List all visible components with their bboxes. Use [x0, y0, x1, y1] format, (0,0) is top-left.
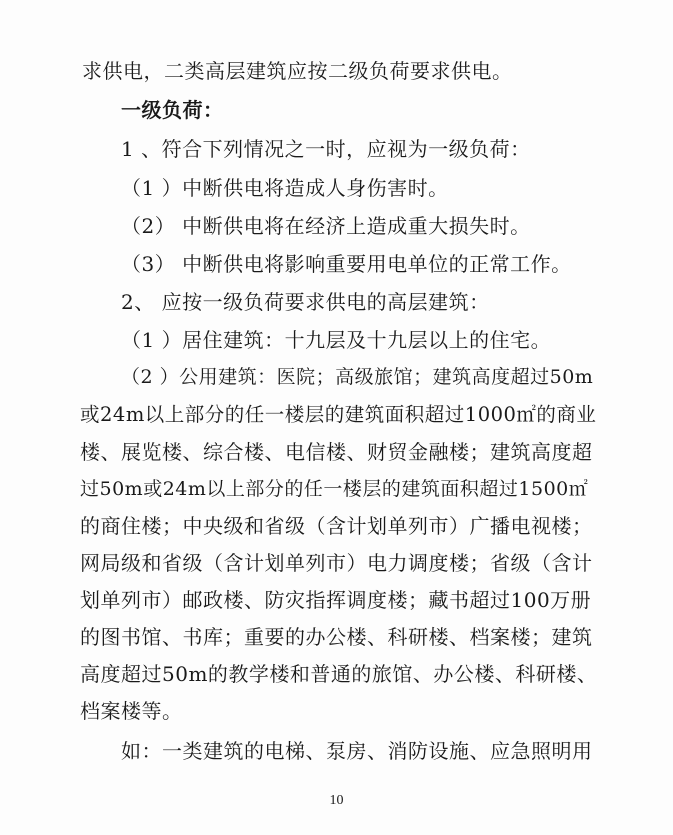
text-line-4: （1 ）中断供电将造成人身伤害时。: [121, 176, 449, 200]
text-line-5: （2） 中断供电将在经济上造成重大损失时。: [121, 214, 531, 238]
text-line-19: 如：一类建筑的电梯、泵房、消防设施、应急照明用: [121, 739, 593, 763]
text-line-9: （2 ）公用建筑：医院；高级旅馆；建筑高度超过50m: [121, 366, 594, 388]
text-line-11: 楼、展览楼、综合楼、电信楼、财贸金融楼；建筑高度超: [80, 440, 593, 464]
text-line-17: 高度超过50m的教学楼和普通的旅馆、办公楼、科研楼、: [80, 662, 598, 686]
text-line-14: 网局级和省级（含计划单列市）电力调度楼；省级（含计: [80, 551, 593, 575]
text-line-16: 的图书馆、书库；重要的办公楼、科研楼、档案楼；建筑: [80, 625, 593, 649]
text-line-8: （1 ）居住建筑：十九层及十九层以上的住宅。: [121, 328, 552, 352]
page-number: 10: [329, 793, 344, 808]
text-line-1: 求供电，二类高层建筑应按二级负荷要求供电。: [82, 59, 513, 83]
text-line-3: 1 、符合下列情况之一时，应视为一级负荷：: [121, 137, 531, 161]
text-line-15: 划单列市）邮政楼、防灾指挥调度楼；藏书超过100万册: [80, 588, 592, 612]
text-line-7: 2、 应按一级负荷要求供电的高层建筑：: [121, 290, 490, 314]
text-line-10: 或24m以上部分的任一楼层的建筑面积超过1000㎡的商业: [80, 403, 597, 426]
text-line-18: 档案楼等。: [80, 699, 183, 723]
text-line-12: 过50m或24m以上部分的任一楼层的建筑面积超过1500㎡: [80, 478, 589, 500]
text-line-13: 的商住楼；中央级和省级（含计划单列市）广播电视楼；: [80, 514, 593, 538]
text-line-6: （3） 中断供电将影响重要用电单位的正常工作。: [121, 252, 572, 276]
section-heading-level-1-load: 一级负荷：: [121, 98, 224, 122]
